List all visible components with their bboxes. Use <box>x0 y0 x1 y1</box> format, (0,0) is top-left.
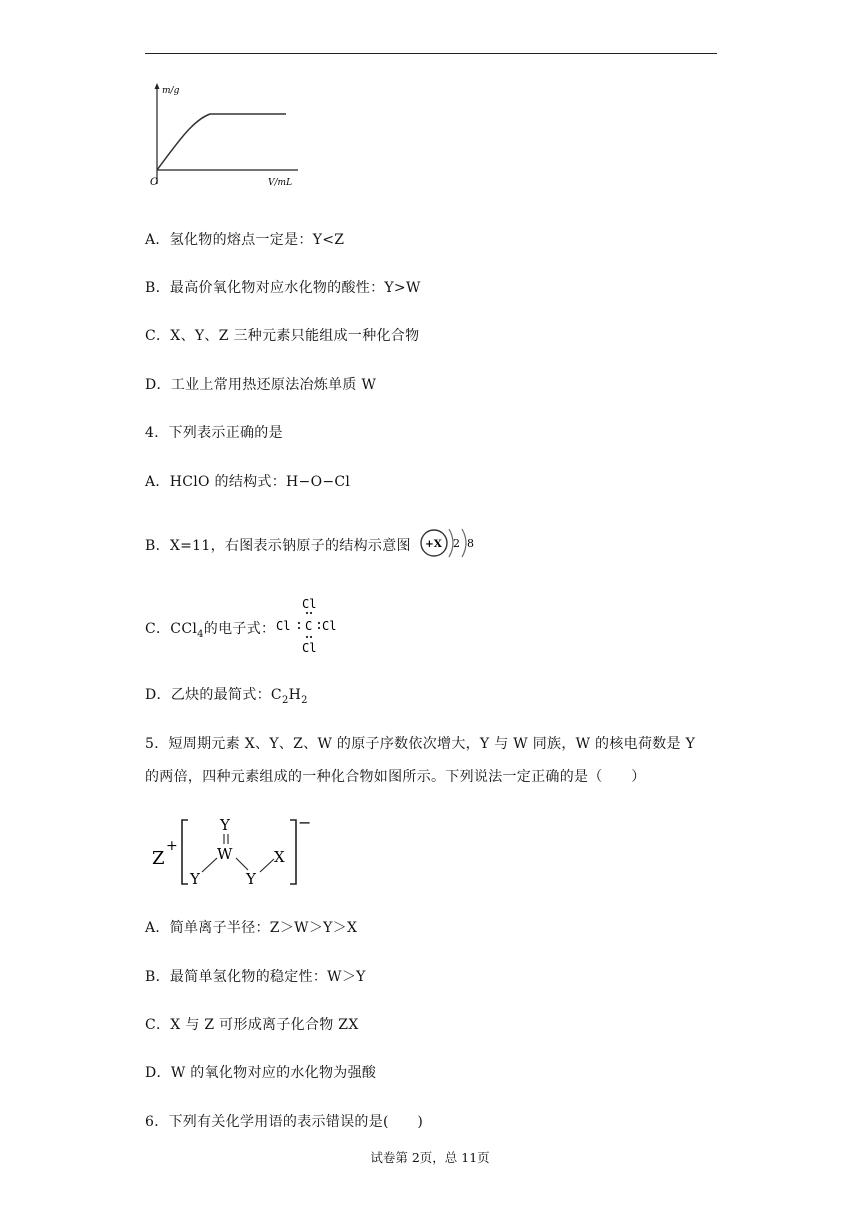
anion-charge: − <box>298 813 312 832</box>
x-axis-label: V/mL <box>268 178 293 188</box>
cl-top: Cl <box>302 597 317 611</box>
bracket-right <box>290 820 296 884</box>
bracket-left <box>182 820 188 884</box>
atom-x: X <box>274 848 285 866</box>
q4-option-b: B．X=11，右图表示钠原子的结构示意图 <box>145 538 411 554</box>
origin-label: O <box>150 177 159 188</box>
q4-option-d <box>145 684 308 706</box>
q4-option-c-prefix: C．CCl <box>145 621 198 637</box>
q4-stem: 4．下列表示正确的是 <box>145 425 283 441</box>
q4-option-d-sub1: 2 <box>281 694 289 706</box>
q3-option-d: D．工业上常用热还原法冶炼单质 W <box>145 377 377 393</box>
cl-left: Cl <box>276 619 291 633</box>
atom-y-right: Y <box>246 870 256 888</box>
curve <box>157 114 286 170</box>
cl-right: Cl <box>322 619 337 633</box>
nucleus-label: +X <box>425 538 442 550</box>
cation-charge: + <box>166 838 178 854</box>
q5-option-d: D．W 的氧化物对应的水化物为强酸 <box>145 1065 377 1081</box>
q4-option-d-prefix: D．乙炔的最简式：C <box>145 687 282 703</box>
mass-volume-graph <box>148 82 308 192</box>
q5-option-a: A．简单离子半径：Z＞W＞Y＞X <box>145 920 358 936</box>
q3-option-a: A．氢化物的熔点一定是：Y<Z <box>145 232 345 248</box>
sodium-bohr-diagram <box>420 526 482 560</box>
q5-stem-line2: 的两倍，四种元素组成的一种化合物如图所示。下列说法一定正确的是（ ） <box>145 769 646 785</box>
y-axis-arrow <box>155 83 160 89</box>
cl-bottom: Cl <box>302 641 317 655</box>
c-center: C <box>305 619 313 633</box>
q4-option-c <box>145 618 275 640</box>
header-rule <box>145 53 717 54</box>
q5-option-b: B．最简单氢化物的稳定性：W＞Y <box>145 969 366 985</box>
shell-2-count: 8 <box>467 537 474 550</box>
q3-option-b: B．最高价氧化物对应水化物的酸性：Y>W <box>145 280 421 296</box>
q5-stem-line1: 5．短周期元素 X、Y、Z、W 的原子序数依次增大，Y 与 W 同族，W 的核电荷数是 Y <box>145 736 696 752</box>
atom-y-top: Y <box>220 816 230 834</box>
shell-2-arc <box>462 529 466 557</box>
q5-option-c: C．X 与 Z 可形成离子化合物 ZX <box>145 1017 359 1033</box>
q6-stem: 6．下列有关化学用语的表示错误的是( ) <box>145 1114 424 1130</box>
q4-option-c-suffix: 的电子式： <box>203 621 276 637</box>
ionic-compound-structure <box>150 812 320 894</box>
q4-option-d-mid: H <box>288 687 302 703</box>
page-footer: 试卷第 2页，总 11页 <box>370 1150 490 1165</box>
atom-y-left: Y <box>190 870 200 888</box>
ccl4-electron-structure <box>274 596 344 656</box>
q3-option-c: C．X、Y、Z 三种元素只能组成一种化合物 <box>145 328 420 344</box>
q4-option-c-sub: 4 <box>197 628 204 640</box>
cation-z: Z <box>152 848 165 869</box>
y-axis-label: m/g <box>162 86 180 96</box>
q4-option-a: A．HClO 的结构式：H−O−Cl <box>145 474 351 490</box>
atom-w: W <box>217 845 233 863</box>
q4-option-d-sub2: 2 <box>301 694 308 706</box>
shell-1-count: 2 <box>453 537 460 550</box>
